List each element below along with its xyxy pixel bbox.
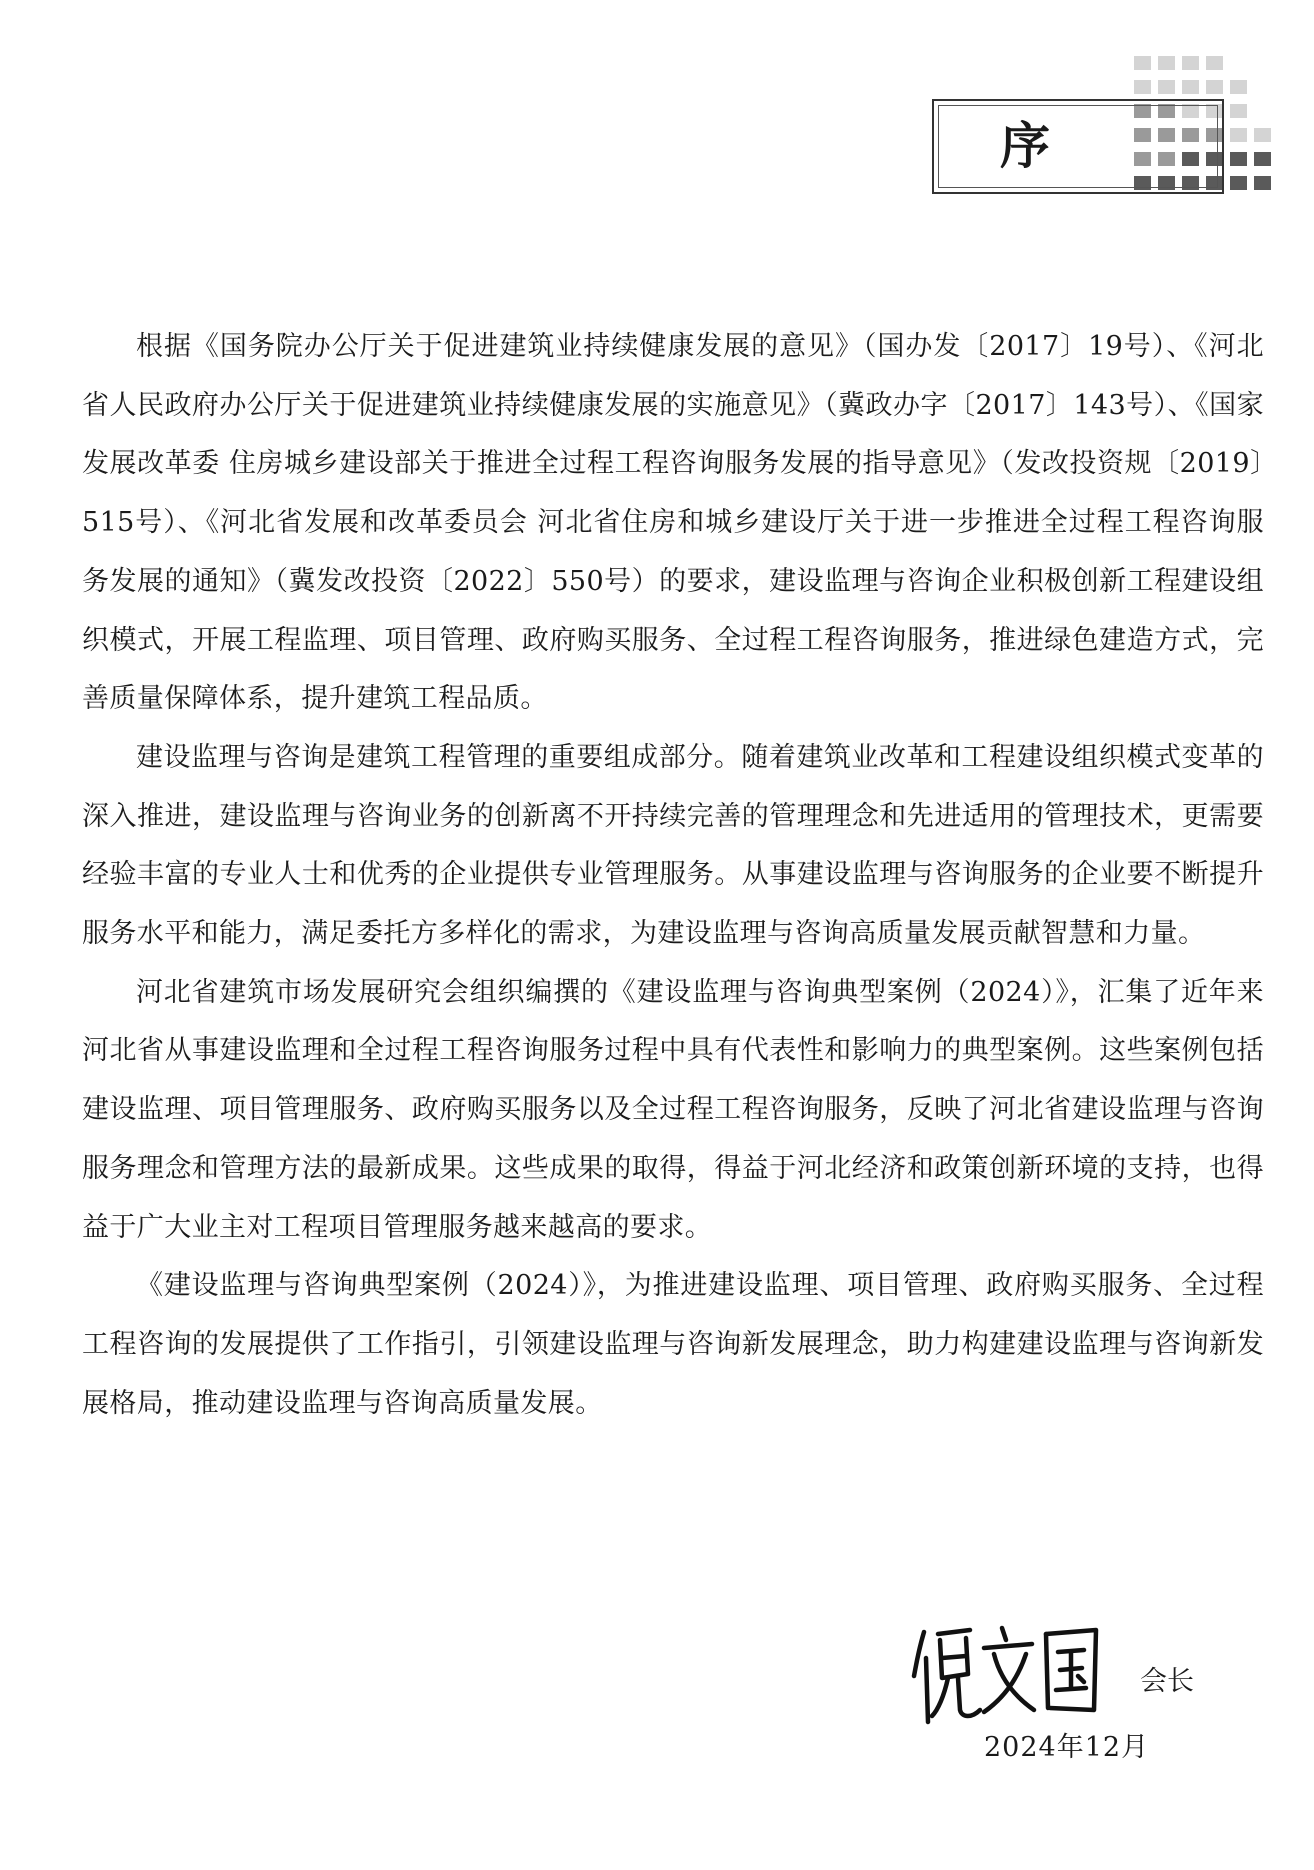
- signing-date: 2024年12月: [984, 1732, 1150, 1763]
- decorative-square: [1254, 176, 1271, 190]
- title-frame: [932, 99, 1224, 194]
- page-title: 序: [1000, 116, 1052, 175]
- decorative-square: [1206, 80, 1223, 94]
- decorative-square: [1230, 80, 1247, 94]
- decorative-square: [1134, 80, 1151, 94]
- decorative-square: [1158, 56, 1175, 70]
- decorative-square: [1254, 152, 1271, 166]
- decorative-square: [1230, 176, 1247, 190]
- decorative-square: [1158, 80, 1175, 94]
- preface-body: [82, 318, 1264, 1433]
- decorative-square: [1230, 152, 1247, 166]
- decorative-square: [1230, 128, 1247, 142]
- paragraph-4: 《建设监理与咨询典型案例（2024）》，为推进建设监理、项目管理、政府购买服务、全过程工程咨询的发展提供了工作指引，引领建设监理与咨询新发展理念，助力构建建设监理与咨询新发展格局，推动建设监理与咨询高质量发展。: [82, 1270, 1264, 1419]
- decorative-square: [1182, 56, 1199, 70]
- handwritten-signature: [910, 1618, 1110, 1728]
- decorative-square: [1254, 128, 1271, 142]
- signer-role: 会长: [1140, 1666, 1194, 1697]
- decorative-square: [1206, 56, 1223, 70]
- paragraph-2: 建设监理与咨询是建筑工程管理的重要组成部分。随着建筑业改革和工程建设组织模式变革的深入推进，建设监理与咨询业务的创新离不开持续完善的管理理念和先进适用的管理技术，更需要经验丰富的专业人士和优秀的企业提供专业管理服务。从事建设监理与咨询服务的企业要不断提升服务水平和能力，满足委托方多样化的需求，为建设监理与咨询高质量发展贡献智慧和力量。: [82, 741, 1264, 950]
- paragraph-3: 河北省建筑市场发展研究会组织编撰的《建设监理与咨询典型案例（2024）》，汇集了近年来河北省从事建设监理和全过程工程咨询服务过程中具有代表性和影响力的典型案例。这些案例包括建设监理、项目管理服务、政府购买服务以及全过程工程咨询服务，反映了河北省建设监理与咨询服务理念和管理方法的最新成果。这些成果的取得，得益于河北经济和政策创新环境的支持，也得益于广大业主对工程项目管理服务越来越高的要求。: [82, 976, 1264, 1243]
- decorative-square: [1182, 80, 1199, 94]
- decorative-square: [1134, 56, 1151, 70]
- decorative-square: [1230, 104, 1247, 118]
- paragraph-1: 根据《国务院办公厅关于促进建筑业持续健康发展的意见》（国办发〔2017〕19号）、《河北省人民政府办公厅关于促进建筑业持续健康发展的实施意见》（冀政办字〔2017〕143号）、《国家发展改革委 住房城乡建设部关于推进全过程工程咨询服务发展的指导意见》（发改投资规〔2019〕515号）、《河北省发展和改革委员会 河北省住房和城乡建设厅关于进一步推进全过程工程咨询服务发展的通知》（冀发改投资〔2022〕550号）的要求，建设监理与咨询企业积极创新工程建设组织模式，开展工程监理、项目管理、政府购买服务、全过程工程咨询服务，推进绿色建造方式，完善质量保障体系，提升建筑工程品质。: [82, 331, 1264, 715]
